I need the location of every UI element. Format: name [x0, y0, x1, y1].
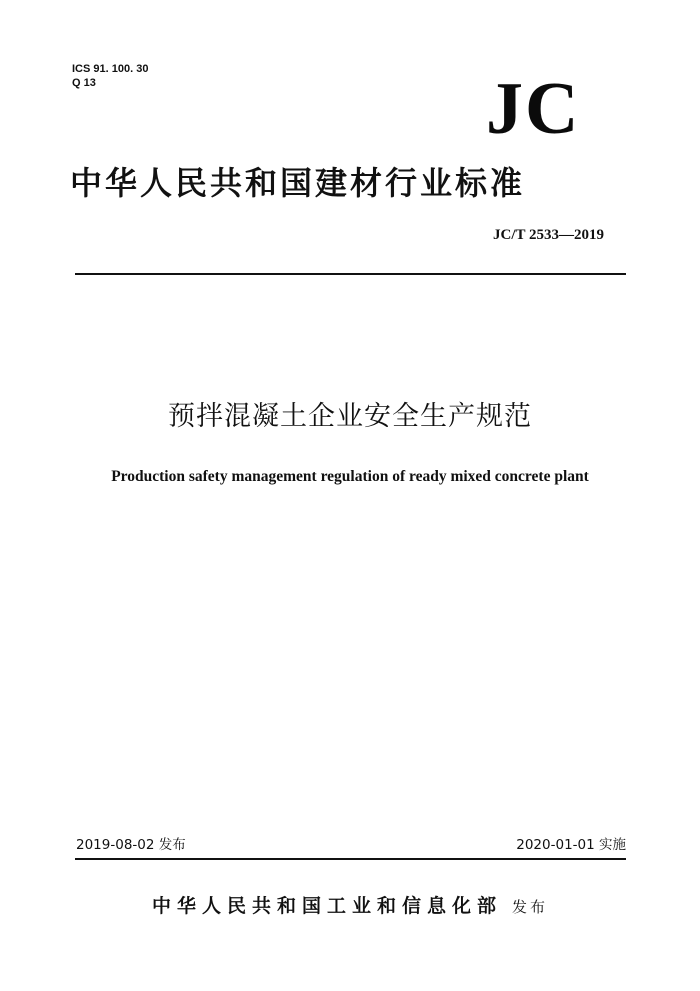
issuing-authority: 中华人民共和国工业和信息化部 — [151, 895, 502, 917]
standard-number: JC/T 2533—2019 — [493, 227, 604, 243]
ics-code: ICS 91. 100. 30 — [72, 63, 149, 75]
issue-date: 2019-08-02 发布 — [76, 837, 186, 853]
document-title-english: Production safety management regulation of ready mixed concrete plant — [111, 468, 589, 485]
bottom-divider — [75, 858, 626, 860]
jc-logo: JC — [486, 68, 581, 150]
implementation-date: 2020-01-01 实施 — [516, 837, 626, 853]
issue-label: 发布 — [512, 898, 549, 916]
classification-codes — [72, 62, 148, 90]
standard-type-title: 中华人民共和国建材行业标准 — [70, 164, 526, 202]
top-divider — [75, 273, 626, 275]
ccs-code: Q 13 — [72, 77, 96, 89]
issuer-line — [0, 893, 700, 920]
document-title-chinese: 预拌混凝土企业安全生产规范 — [168, 401, 532, 432]
